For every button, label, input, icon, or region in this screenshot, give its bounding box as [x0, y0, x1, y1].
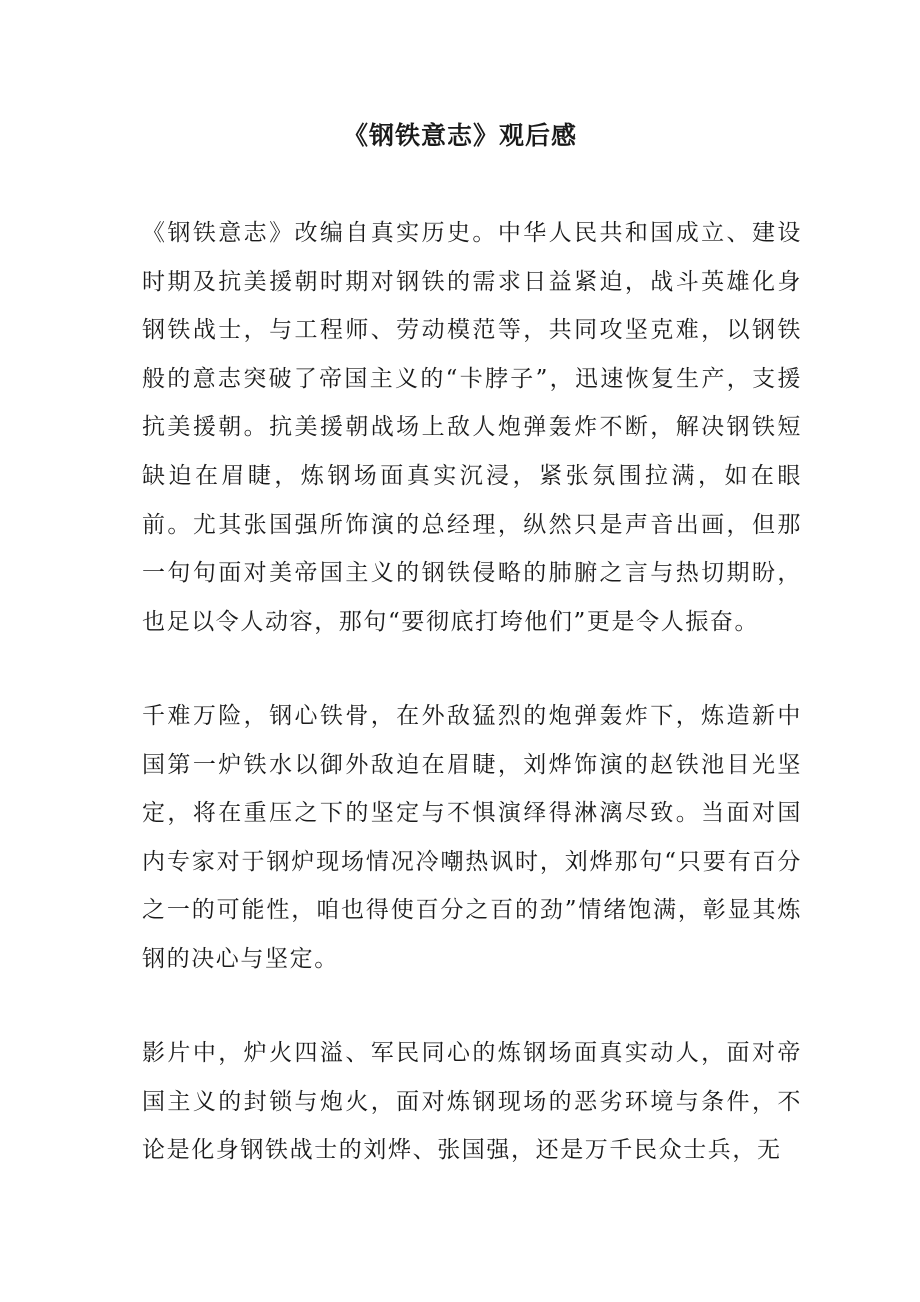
paragraph-2: 千难万险，钢心铁骨，在外敌猛烈的炮弹轰炸下，炼造新中国第一炉铁水以御外敌迫在眉睫，刘烨饰演的赵铁池目光坚定，将在重压之下的坚定与不惧演绎得淋漓尽致。当面对国内专家对于钢炉现场情况冷嘲热讽时，刘烨那句“只要有百分之一的可能性，咱也得使百分之百的劲”情绪饱满，彰显其炼钢的决心与坚定。	[142, 703, 802, 972]
paragraph-3: 影片中，炉火四溢、军民同心的炼钢场面真实动人，面对帝国主义的封锁与炮火，面对炼钢现场的恶劣环境与条件，不论是化身钢铁战士的刘烨、张国强，还是万千民众士兵，无	[142, 1040, 802, 1164]
document-title: 《钢铁意志》观后感	[342, 121, 577, 150]
paragraph-1: 《钢铁意志》改编自真实历史。中华人民共和国成立、建设时期及抗美援朝时期对钢铁的需求日益紧迫，战斗英雄化身钢铁战士，与工程师、劳动模范等，共同攻坚克难，以钢铁般的意志突破了帝国主义的“卡脖子”，迅速恢复生产，支援抗美援朝。抗美援朝战场上敌人炮弹轰炸不断，解决钢铁短缺迫在眉睫，炼钢场面真实沉浸，紧张氛围拉满，如在眼前。尤其张国强所饰演的总经理，纵然只是声音出画，但那一句句面对美帝国主义的钢铁侵略的肺腑之言与热切期盼，也足以令人动容，那句“要彻底打垮他们”更是令人振奋。	[142, 220, 802, 635]
